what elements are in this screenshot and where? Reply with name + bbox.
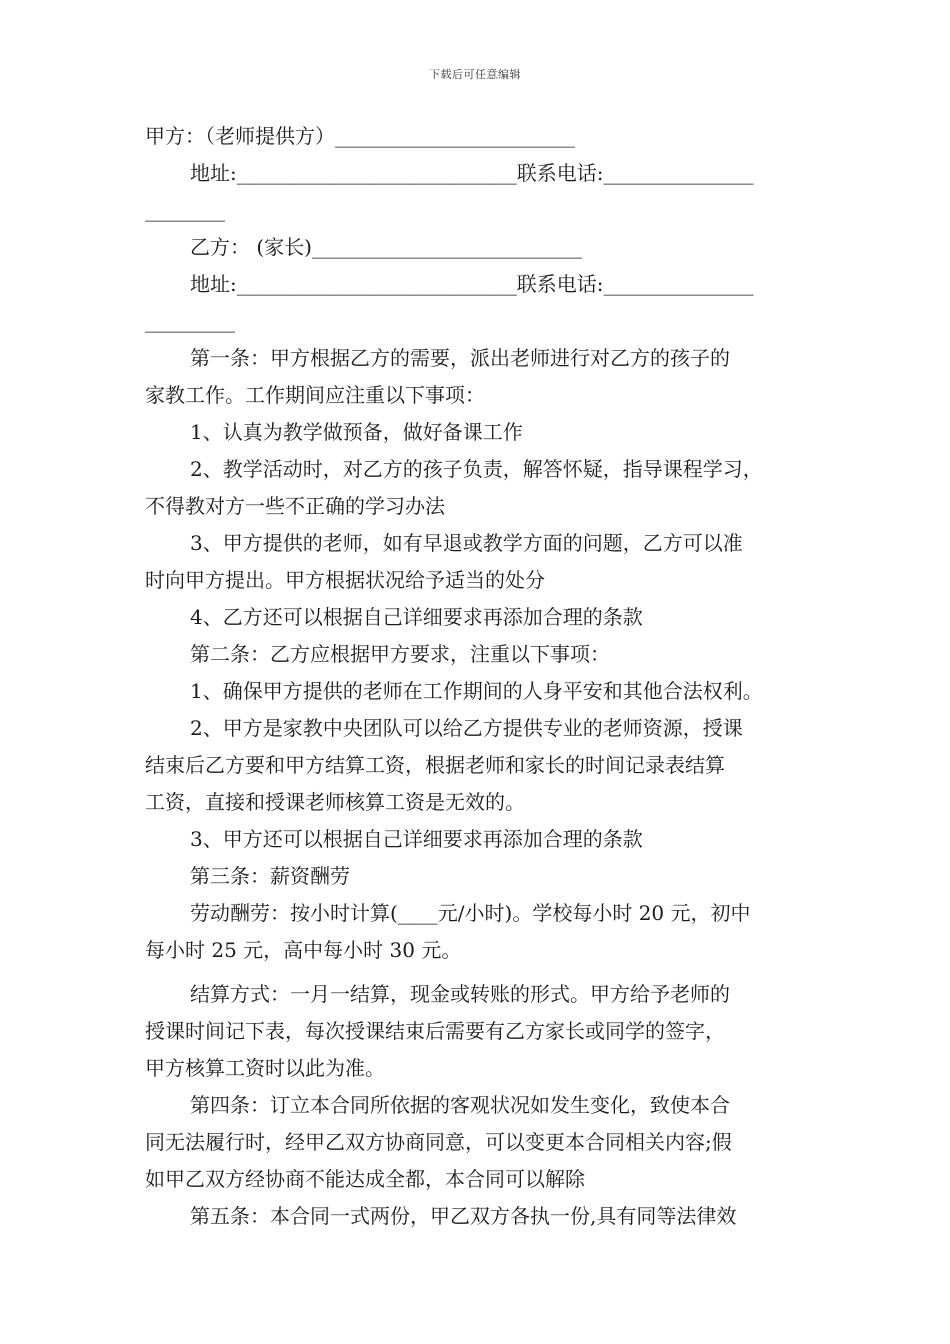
article-5-line-1: 第五条：本合同一式两份，甲乙双方各执一份,具有同等法律效 (190, 1204, 737, 1228)
article-3-pay-line-1: 劳动酬劳：按小时计算(____元/小时)。学校每小时 20 元，初中 (190, 901, 751, 925)
article-2-item-2: 2、甲方是家教中央团队可以给乙方提供专业的老师资源，授课 (190, 716, 743, 740)
article-2-item-2-cont-1: 结束后乙方要和甲方结算工资，根据老师和家长的时间记录表结算 (145, 753, 725, 777)
article-1-item-3: 3、甲方提供的老师，如有早退或教学方面的问题，乙方可以准 (190, 531, 743, 555)
party-b-line: 乙方： (家长)___________________________ (190, 235, 582, 259)
party-b-address-line: 地址:____________________________联系电话:_______________ (190, 272, 754, 296)
article-4-line-1: 第四条：订立本合同所依据的客观状况如发生变化，致使本合 (190, 1093, 730, 1117)
article-1-item-2-cont: 不得教对方一些不正确的学习办法 (145, 494, 445, 518)
party-a-address-continuation: ________ (145, 198, 225, 222)
article-3-settlement-line-2: 授课时间记下表，每次授课结束后需要有乙方家长或同学的签字， (145, 1019, 725, 1043)
article-1-line-2: 家教工作。工作期间应注重以下事项： (145, 383, 485, 407)
article-2-item-3: 3、甲方还可以根据自己详细要求再添加合理的条款 (190, 827, 643, 851)
article-3-pay-line-2: 每小时 25 元，高中每小时 30 元。 (145, 938, 462, 962)
contract-body (145, 118, 807, 1235)
article-1-item-3-cont: 时向甲方提出。甲方根据状况给予适当的处分 (145, 568, 545, 592)
party-a-address-line: 地址:____________________________联系电话:_______________ (190, 161, 754, 185)
article-2-heading: 第二条：乙方应根据甲方要求，注重以下事项： (190, 642, 610, 666)
article-1-item-2: 2、教学活动时，对乙方的孩子负责，解答怀疑，指导课程学习， (190, 457, 763, 481)
article-1-line-1: 第一条：甲方根据乙方的需要，派出老师进行对乙方的孩子的 (190, 346, 730, 370)
article-4-line-2: 同无法履行时，经甲乙双方协商同意，可以变更本合同相关内容;假 (145, 1130, 732, 1154)
party-a-line: 甲方：（老师提供方）________________________ (145, 124, 575, 148)
paragraph-gap (145, 969, 807, 976)
article-3-heading: 第三条：薪资酬劳 (190, 864, 350, 888)
page-header: 下载后可任意编辑 (429, 68, 521, 81)
article-1-item-1: 1、认真为教学做预备，做好备课工作 (190, 420, 523, 444)
article-3-settlement-line-3: 甲方核算工资时以此为准。 (145, 1056, 385, 1080)
article-3-settlement-line-1: 结算方式：一月一结算，现金或转账的形式。甲方给予老师的 (190, 982, 730, 1006)
party-b-address-continuation: _________ (145, 309, 235, 333)
article-2-item-1: 1、确保甲方提供的老师在工作期间的人身平安和其他合法权利。 (190, 679, 763, 703)
article-2-item-2-cont-2: 工资，直接和授课老师核算工资是无效的。 (145, 790, 525, 814)
article-1-item-4: 4、乙方还可以根据自己详细要求再添加合理的条款 (190, 605, 643, 629)
article-4-line-3: 如甲乙双方经协商不能达成全都，本合同可以解除 (145, 1167, 585, 1191)
